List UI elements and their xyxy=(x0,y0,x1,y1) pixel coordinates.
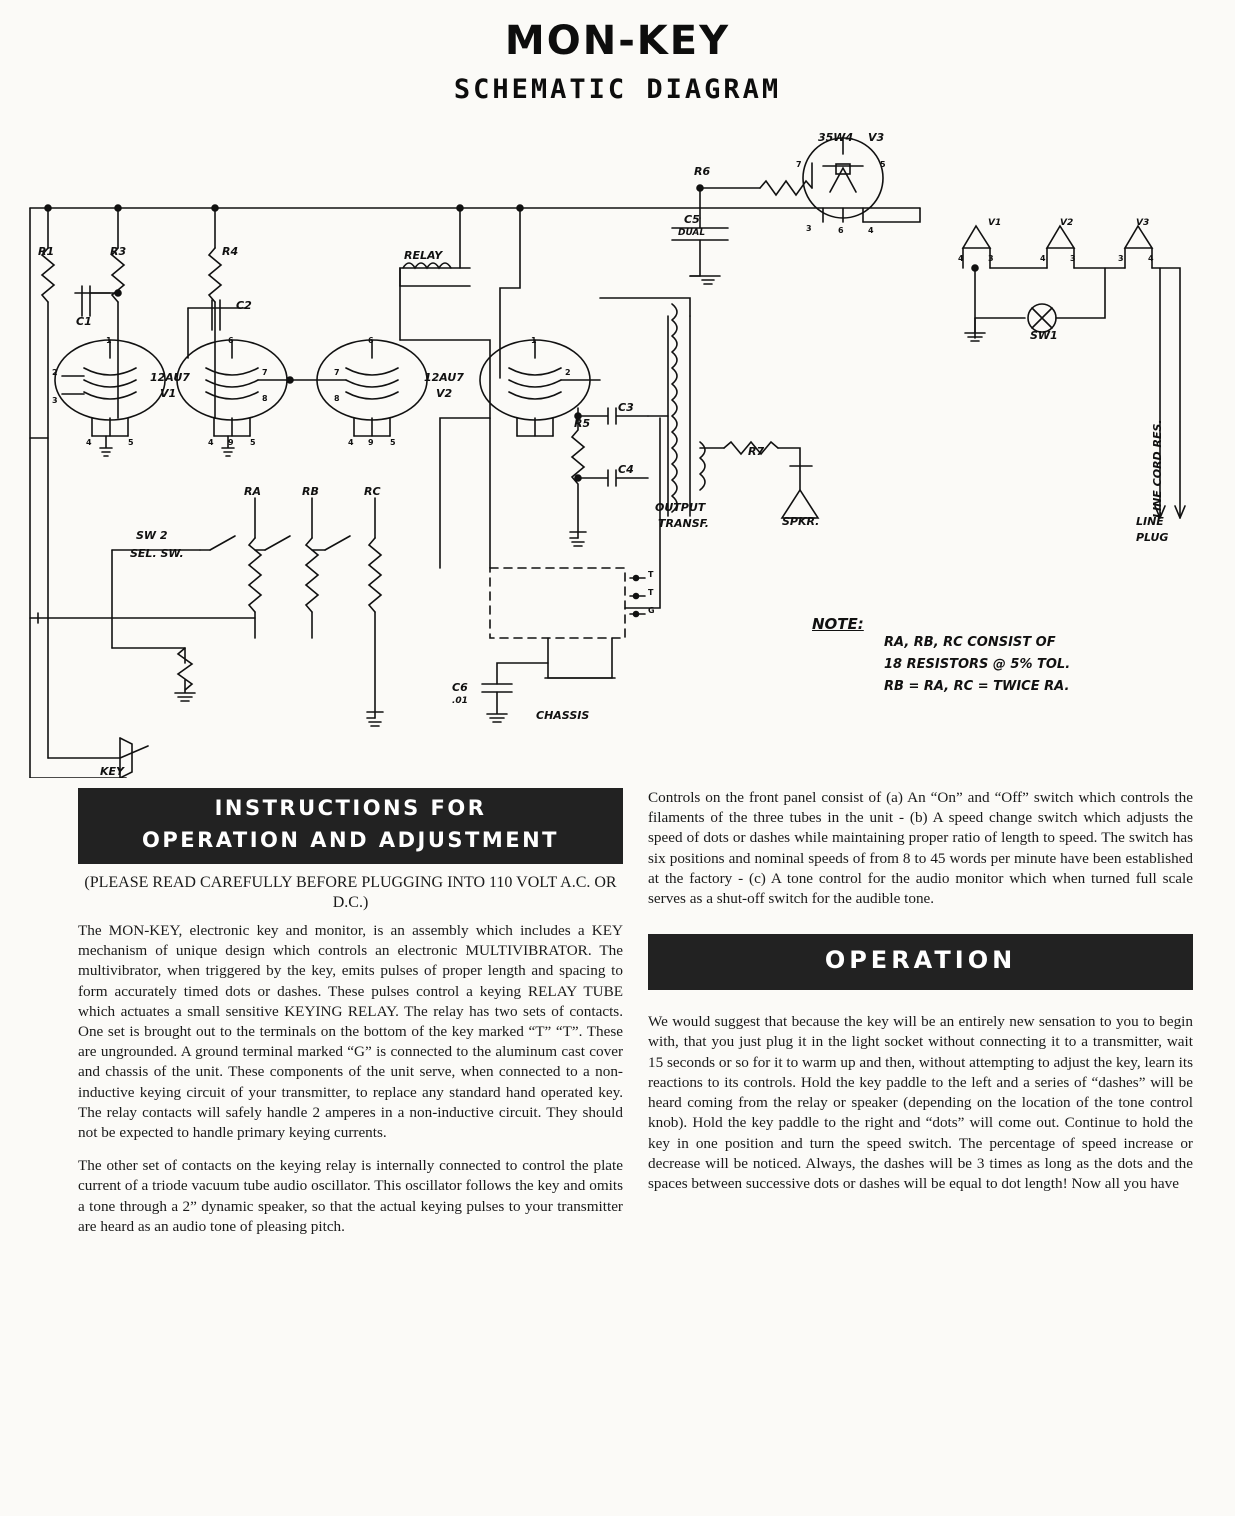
operation-banner xyxy=(648,934,1193,990)
label-rc: RC xyxy=(364,485,381,498)
left-text-column xyxy=(78,788,623,1237)
pin-v1b-4: 4 xyxy=(208,438,214,447)
schematic-diagram xyxy=(0,118,1235,778)
left-paragraph-2: The other set of contacts on the keying relay is internally connected to control the plate current of a triode vacuum tube audio oscillator. This oscillator follows the key and omits a tone through a 2” dynamic speaker, so that the actual keying pulses to your transmitter are heard as an audio tone of pleasing pitch. xyxy=(78,1157,623,1235)
instructions-banner-line1: INSTRUCTIONS FOR xyxy=(214,796,487,820)
pin-f3-4: 4 xyxy=(1148,254,1154,263)
label-line-cord-res: LINE CORD RES. xyxy=(1151,419,1164,518)
label-filament-v1: V1 xyxy=(988,218,1002,228)
pin-v1-4: 4 xyxy=(86,438,92,447)
pin-v1b-9: 9 xyxy=(228,438,234,447)
label-line-plug-1: LINE xyxy=(1136,515,1164,528)
pin-v1-5: 5 xyxy=(128,438,134,447)
pin-v2a-4: 4 xyxy=(348,438,354,447)
pin-f1-4: 4 xyxy=(958,254,964,263)
page-subtitle: SCHEMATIC DIAGRAM xyxy=(453,74,782,105)
right-intro-paragraph: Controls on the front panel consist of (a) An “On” and “Off” switch which controls the filaments of the three tubes in the unit - (b) A speed change switch which adjusts the speed of dots or dashes while maintaining proper ratio of length to speed. The switch has six positions and nominal speeds of from 8 to 45 words per minute have been established at the factory - (c) A tone control for the audio monitor which when turned full scale serves as a shut-off switch for the audible tone. xyxy=(648,789,1193,908)
label-relay: RELAY xyxy=(404,249,443,262)
label-v3-name: V3 xyxy=(868,131,885,144)
pin-v2a-7: 7 xyxy=(334,368,340,377)
pin-v3-3: 3 xyxy=(806,224,812,233)
note-line-3: RB = RA, RC = TWICE RA. xyxy=(884,679,1070,694)
pin-f2-4: 4 xyxy=(1040,254,1046,263)
pin-v1b-7: 7 xyxy=(262,368,268,377)
label-v2-name: V2 xyxy=(436,387,453,400)
pin-v3-7: 7 xyxy=(796,160,802,169)
label-v2-type: 12AU7 xyxy=(424,371,464,384)
label-r5: R5 xyxy=(574,417,591,430)
instructions-banner-line2: OPERATION AND ADJUSTMENT xyxy=(142,827,559,852)
left-paragraph-1: The MON-KEY, electronic key and monitor, is an assembly which includes a KEY mechanism of unique design which controls an electronic MULTIVIBRATOR. The multivibrator, when triggered by the key, emits pulses of proper length and spacing to form accurately timed dots or dashes. These pulses control a keying RELAY TUBE which actuates a small sensitive KEYING RELAY. The relay has two sets of contacts. One set is brought out to the terminals on the bottom of the key marked “T” “T”. These are ungrounded. A ground terminal marked “G” is connected to the aluminum cast cover and chassis of the unit. These components of the unit serve, when connected to a non-inductive keying circuit of your transmitter, to replace any standard hand operated key. The relay contacts will safely handle 2 amperes in a non-inductive circuit. They should not be expected to handle primary keying currents. xyxy=(78,921,623,1142)
label-r3: R3 xyxy=(110,245,127,258)
label-sel-sw: SEL. SW. xyxy=(130,547,184,560)
pin-f3-3: 3 xyxy=(1118,254,1124,263)
note-heading: NOTE: xyxy=(812,615,864,633)
label-v1-type: 12AU7 xyxy=(150,371,190,384)
pin-v2b-2: 2 xyxy=(565,368,571,377)
label-sw1: SW1 xyxy=(1030,329,1058,342)
label-r6: R6 xyxy=(694,165,711,178)
instructions-banner xyxy=(78,788,623,864)
label-r4: R4 xyxy=(222,245,239,258)
pin-v1b-5: 5 xyxy=(250,438,256,447)
label-line-plug-2: PLUG xyxy=(1136,531,1169,544)
label-key: KEY xyxy=(100,765,125,778)
label-c2: C2 xyxy=(236,299,252,312)
label-chassis: CHASSIS xyxy=(536,709,590,722)
label-v1-name: V1 xyxy=(160,387,177,400)
pin-v1-1: 1 xyxy=(106,336,112,345)
pin-v3-4: 4 xyxy=(868,226,874,235)
label-ra: RA xyxy=(244,485,261,498)
pin-v3-5: 5 xyxy=(880,160,886,169)
label-filament-v3: V3 xyxy=(1136,218,1150,228)
pin-v1-3: 3 xyxy=(52,396,58,405)
pin-f1-3: 3 xyxy=(988,254,994,263)
terminal-g: G xyxy=(648,606,655,615)
label-c6-value: .01 xyxy=(452,696,468,706)
terminal-t1: T xyxy=(648,570,654,579)
pin-v3-6: 6 xyxy=(838,226,844,235)
pin-v1-2: 2 xyxy=(52,368,58,377)
note-line-2: 18 RESISTORS @ 5% TOL. xyxy=(884,657,1071,672)
pin-v2a-6: 6 xyxy=(368,336,374,345)
pin-v2a-8: 8 xyxy=(334,394,340,403)
pin-f2-3: 3 xyxy=(1070,254,1076,263)
page-title: MON-KEY xyxy=(504,18,731,64)
label-c6: C6 xyxy=(452,681,468,694)
label-speaker: SPKR. xyxy=(782,515,820,528)
right-paragraph-1: We would suggest that because the key will be an entirely new sensation to you to begin with, that you just plug it in the light socket without connecting it to a transmitter, wait 15 seconds or so for it to warm up and then, without attempting to adjust the key, learn its reactions to its controls. Hold the key paddle to the left and a series of “dashes” will be heard coming from the relay or speaker (depending on the location of the tone control knob). Hold the key paddle to the right and “dots” will come out. Continue to hold the key in one position and turn the speed switch. The percentage of speed increase or decrease will be noticed. Always, the dashes will be 3 times as long as the dots and the spaces between successive dots or dashes will be equal to dot length! Now all you have xyxy=(648,1013,1193,1192)
label-output-transf-1: OUTPUT xyxy=(655,501,706,514)
pin-v1b-6: 6 xyxy=(228,336,234,345)
pin-v2a-5: 5 xyxy=(390,438,396,447)
label-c1: C1 xyxy=(76,315,92,328)
label-sw2: SW 2 xyxy=(136,529,168,542)
label-filament-v2: V2 xyxy=(1060,218,1074,228)
read-carefully-note: (PLEASE READ CAREFULLY BEFORE PLUGGING INTO 110 VOLT A.C. OR D.C.) xyxy=(84,873,617,911)
label-output-transf-2: TRANSF. xyxy=(658,517,709,530)
operation-banner-label: OPERATION xyxy=(824,946,1017,975)
pin-v1b-8: 8 xyxy=(262,394,268,403)
label-rb: RB xyxy=(302,485,319,498)
right-text-column xyxy=(648,788,1193,1194)
label-c3: C3 xyxy=(618,401,634,414)
label-c4: C4 xyxy=(618,463,634,476)
note-line-1: RA, RB, RC CONSIST OF xyxy=(884,635,1056,650)
label-r7: R7 xyxy=(748,445,765,458)
label-c5: C5 xyxy=(684,213,700,226)
terminal-t2: T xyxy=(648,588,654,597)
label-r1: R1 xyxy=(38,245,55,258)
label-v3-type: 35W4 xyxy=(818,131,854,144)
pin-v2a-9: 9 xyxy=(368,438,374,447)
label-c5-dual: DUAL xyxy=(678,228,706,238)
pin-v2b-1: 1 xyxy=(531,336,537,345)
